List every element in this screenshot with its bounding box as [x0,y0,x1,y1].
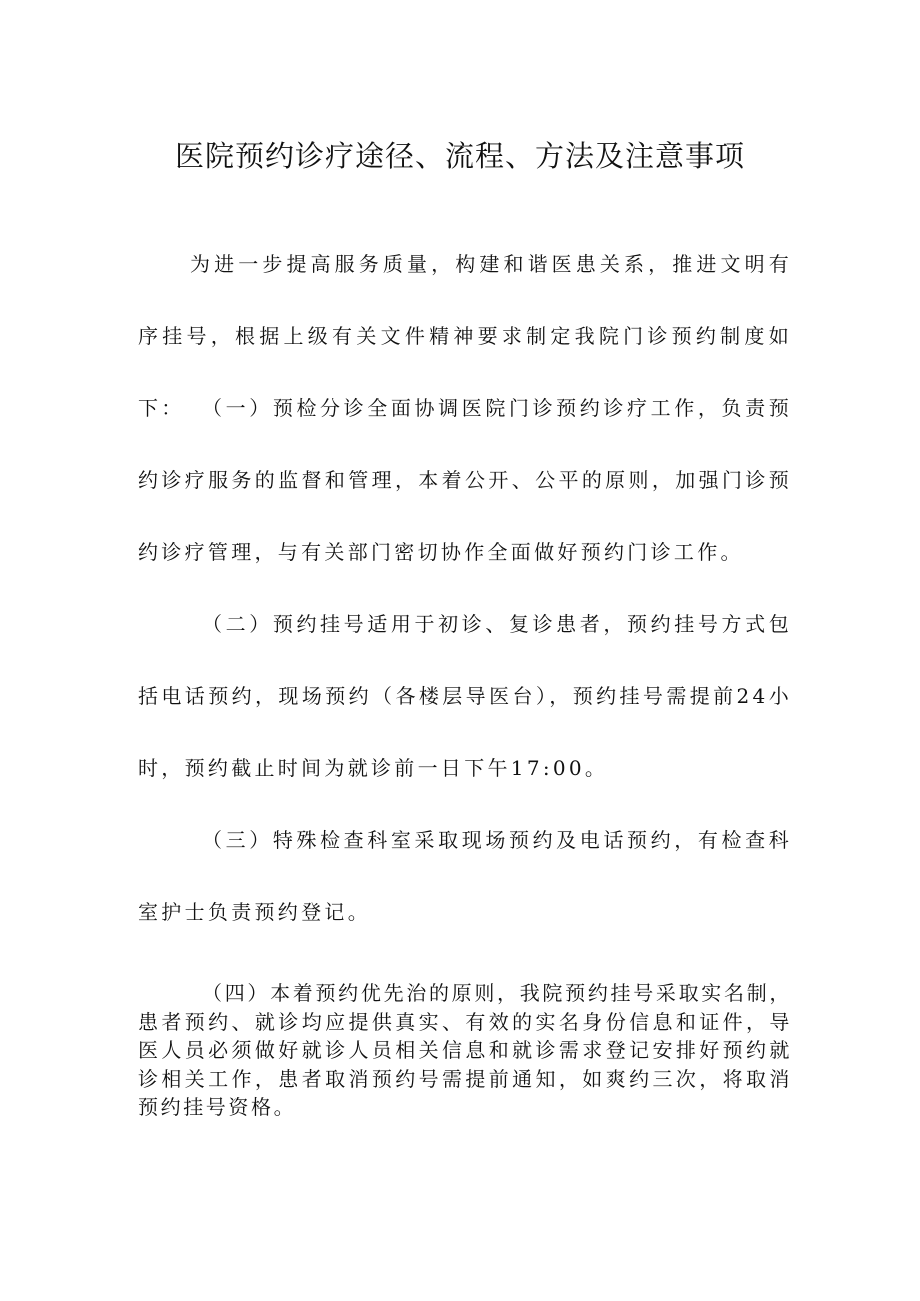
paragraph-4: （四）本着预约优先治的原则，我院预约挂号采取实名制，患者预约、就诊均应提供真实、有效的实名身份信息和证件，导医人员必须做好就诊人员相关信息和就诊需求登记安排好预约就诊相关工作，患者取消预约号需提前通知，如爽约三次，将取消预约挂号资格。 [138,981,792,1119]
document-title: 医院预约诊疗途径、流程、方法及注意事项 [174,139,745,173]
paragraph-2: （二）预约挂号适用于初诊、复诊患者，预约挂号方式包括电话预约，现场预约（各楼层导医台），预约挂号需提前24小时，预约截止时间为就诊前一日下午17:00。 [138,612,792,780]
paragraph-1: （一）预检分诊全面协调医院门诊预约诊疗工作，负责预约诊疗服务的监督和管理，本着公开、公平的原则，加强门诊预约诊疗管理，与有关部门密切协作全面做好预约门诊工作。 [138,396,792,564]
intro-paragraph: 为进一步提高服务质量，构建和谐医患关系，推进文明有序挂号，根据上级有关文件精神要求制定我院门诊预约制度如下： [138,252,792,420]
paragraph-3: （三）特殊检查科室采取现场预约及电话预约，有检查科室护士负责预约登记。 [138,828,792,924]
